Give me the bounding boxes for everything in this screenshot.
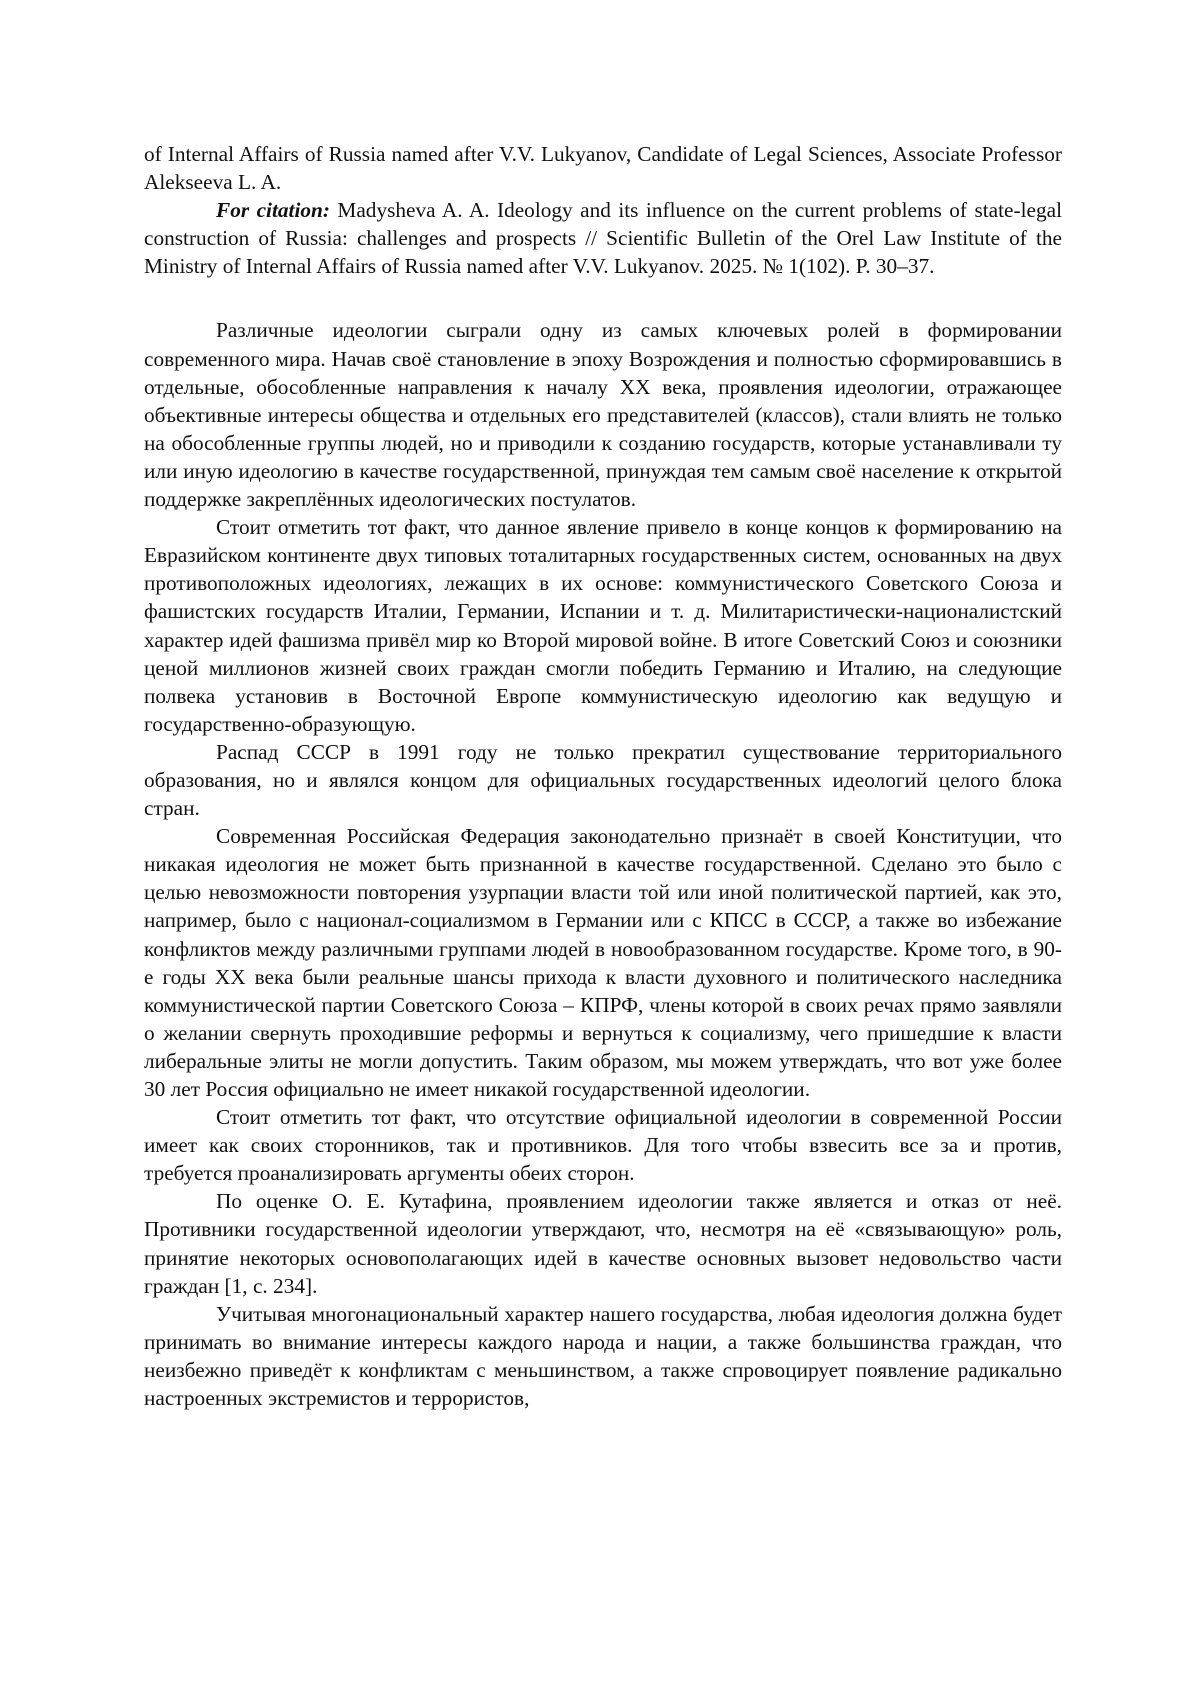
citation-paragraph <box>144 196 1062 280</box>
body-paragraph: Учитывая многонациональный характер нашего государства, любая идеология должна будет принимать во внимание интересы каждого народа и нации, а также большинства граждан, что неизбежно приведёт к конфликтам с меньшинством, а также спровоцирует появление радикально настроенных экстремистов и террористов, <box>144 1301 1062 1411</box>
citation-text: Madysheva A. A. Ideology and its influence on the current problems of state-legal construction of Russia: challenges and prospects // Scientific Bulletin of the Orel Law Institute of the Ministry of Internal Affairs of Russia named after V.V. Lukyanov. 2025. № 1(102). P. 30–37. <box>144 198 1062 279</box>
section-spacer <box>144 280 1062 316</box>
body-paragraph: Стоит отметить тот факт, что отсутствие официальной идеологии в современной России имеет как своих сторонников, так и противников. Для того чтобы взвесить все за и против, требуется проанализировать аргументы обеих сторон. <box>144 1105 1062 1186</box>
body-paragraph: Современная Российская Федерация законодательно признаёт в своей Конституции, что никакая идеология не может быть признанной в качестве государственной. Сделано это было с целью невозможности повторения узурпации власти той или иной политической партией, как это, например, было с национал-социализмом в Германии или с КПСС в СССР, а также во избежание конфликтов между различными группами людей в новообразованном государстве. Кроме того, в 90-е годы XX века были реальные шансы прихода к власти духовного и политического наследника коммунистической партии Советского Союза – КПРФ, члены которой в своих речах прямо заявляли о желании свернуть проходившие реформы и вернуться к социализму, чего пришедшие к власти либеральные элиты не могли допустить. Таким образом, мы можем утверждать, что вот уже более 30 лет Россия официально не имеет никакой государственной идеологии. <box>144 824 1062 1101</box>
citation-label: For citation: <box>216 198 330 223</box>
page-content <box>144 140 1062 1412</box>
body-paragraph: Распад СССР в 1991 году не только прекратил существование территориального образования, но и являлся концом для официальных государственных идеологий целого блока стран. <box>144 739 1062 821</box>
body-paragraph: Стоит отметить тот факт, что данное явление привело в конце концов к формированию на Евразийском континенте двух типовых тоталитарных государственных систем, основанных на двух противоположных идеологиях, лежащих в их основе: коммунистического Советского Союза и фашистских государств Италии, Германии, Испании и т. д. Милитаристически-националистский характер идей фашизма привёл мир ко Второй мировой войне. В итоге Советский Союз и союзники ценой миллионов жизней своих граждан смогли победить Германию и Италию, на следующие полвека установив в Восточной Европе коммунистическую идеологию как ведущую и государственно-образующую. <box>144 515 1062 736</box>
affiliation-continuation: of Internal Affairs of Russia named after V.V. Lukyanov, Candidate of Legal Sciences, Associate Professor Alekseeva L. A. <box>144 142 1062 195</box>
body-paragraph: По оценке О. Е. Кутафина, проявлением идеологии также является и отказ от неё. Противники государственной идеологии утверждают, что, несмотря на её «связывающую» роль, принятие некоторых основополагающих идей в качестве основных вызовет недовольство части граждан [1, с. 234]. <box>144 1189 1062 1298</box>
body-paragraph: Различные идеологии сыграли одну из самых ключевых ролей в формировании современного мира. Начав своё становление в эпоху Возрождения и полностью сформировавшись в отдельные, обособленные направления к началу XX века, проявления идеологии, отражающее объективные интересы общества и отдельных его представителей (классов), стали влиять не только на обособленные группы людей, но и приводили к созданию государств, которые устанавливали ту или иную идеологию в качестве государственной, принуждая тем самым своё население к открытой поддержке закреплённых идеологических постулатов. <box>144 318 1062 512</box>
